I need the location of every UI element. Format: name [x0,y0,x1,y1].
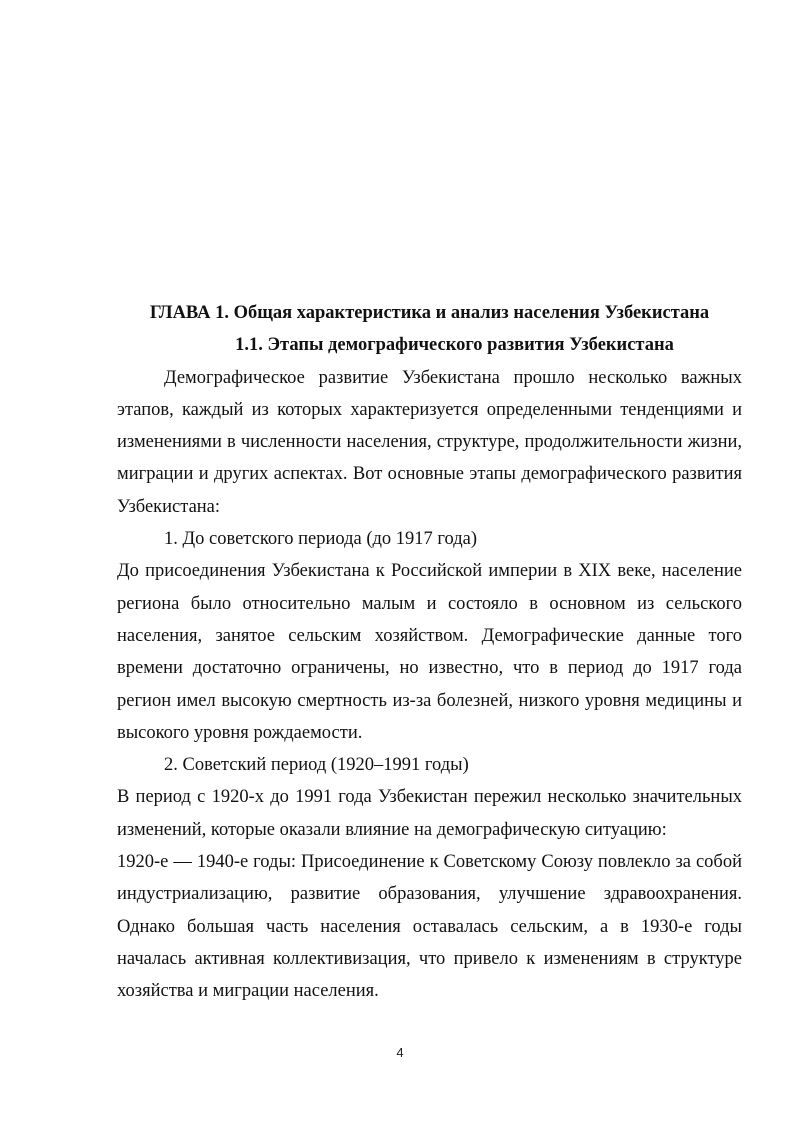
stage-2-paragraph: В период с 1920-х до 1991 года Узбекистан пережил несколько значительных изменений, которые оказали влияние на демографическую ситуацию: [117,787,742,840]
chapter-title: ГЛАВА 1. Общая характеристика и анализ населения Узбекистана [149,303,710,323]
stage-1-paragraph: До присоединения Узбекистана к Российской империи в XIX веке, население региона было относительно малым и состояло в основном из сельского населения, занятое сельским хозяйством. Демографические данные того времени достаточно ограничены, но известно, что в период до 1917 года регион имел высокую смертность из-за болезней, низкого уровня медицины и высокого уровня рождаемости. [117,561,742,743]
page-body [117,297,742,1008]
section-title: 1.1. Этапы демографического развития Узбекистана [235,335,674,356]
stage-1-heading: 1. До советского периода (до 1917 года) [164,529,478,550]
page-number: 4 [396,1045,404,1060]
stage-2-heading: 2. Советский период (1920–1991 годы) [164,755,469,776]
intro-paragraph: Демографическое развитие Узбекистана прошло несколько важных этапов, каждый из которых характеризуется определенными тенденциями и изменениями в численности населения, структуре, продолжительности жизни, миграции и других аспектах. Вот основные этапы демографического развития Узбекистана: [117,367,742,517]
stage-2-sub-paragraph: 1920-е — 1940-е годы: Присоединение к Советскому Союзу повлекло за собой индустриализацию, развитие образования, улучшение здравоохранения. Однако большая часть населения оставалась сельским, а в 1930-е годы началась активная коллективизация, что привело к изменениям в структуре хозяйства и миграции населения. [117,852,742,1002]
